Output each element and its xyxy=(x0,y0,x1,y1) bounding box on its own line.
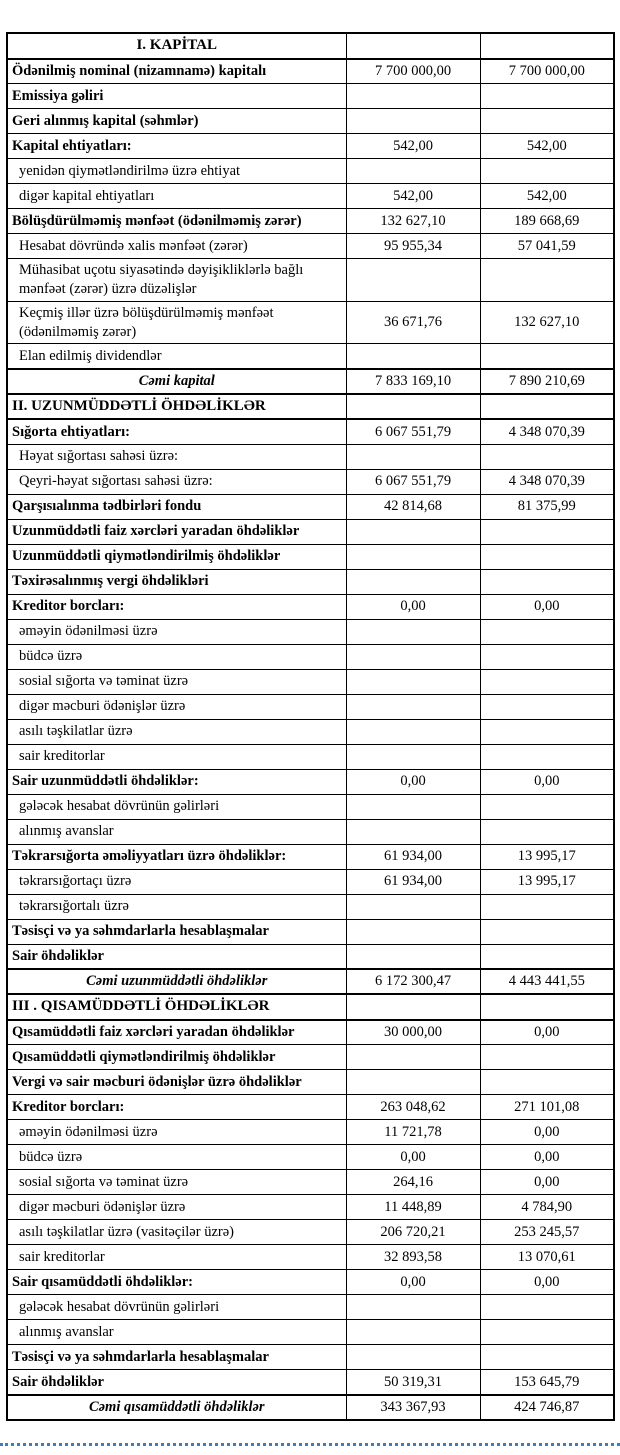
row-value-col1 xyxy=(346,344,480,369)
row-label: Kapital ehtiyatları: xyxy=(7,134,346,159)
row-value-col1 xyxy=(346,994,480,1020)
row-value-col1 xyxy=(346,744,480,769)
table-row xyxy=(7,719,614,744)
row-value-col1: 0,00 xyxy=(346,1270,480,1295)
row-value-col2 xyxy=(480,444,614,469)
row-value-col2 xyxy=(480,1345,614,1370)
table-row xyxy=(7,919,614,944)
row-value-col1: 50 319,31 xyxy=(346,1370,480,1395)
table-row xyxy=(7,944,614,969)
row-value-col1: 95 955,34 xyxy=(346,234,480,259)
table-row xyxy=(7,1045,614,1070)
row-value-col1: 0,00 xyxy=(346,1145,480,1170)
row-value-col1 xyxy=(346,394,480,420)
row-value-col2 xyxy=(480,994,614,1020)
table-row xyxy=(7,344,614,369)
row-value-col2 xyxy=(480,33,614,59)
table-row xyxy=(7,1195,614,1220)
table-row xyxy=(7,33,614,59)
row-value-col1: 264,16 xyxy=(346,1170,480,1195)
row-label: Qarşısıalınma tədbirləri fondu xyxy=(7,494,346,519)
row-label: sair kreditorlar xyxy=(7,744,346,769)
row-value-col2: 189 668,69 xyxy=(480,209,614,234)
table-row xyxy=(7,669,614,694)
row-label: Ödənilmiş nominal (nizamnamə) kapitalı xyxy=(7,59,346,84)
table-row xyxy=(7,209,614,234)
row-label: asılı təşkilatlar üzrə (vasitəçilər üzrə) xyxy=(7,1220,346,1245)
row-value-col1 xyxy=(346,259,480,302)
row-value-col1: 42 814,68 xyxy=(346,494,480,519)
row-value-col1: 6 067 551,79 xyxy=(346,469,480,494)
row-value-col2 xyxy=(480,719,614,744)
row-value-col2: 0,00 xyxy=(480,1020,614,1045)
row-value-col2: 0,00 xyxy=(480,1270,614,1295)
table-row xyxy=(7,1145,614,1170)
table-row xyxy=(7,569,614,594)
row-value-col1 xyxy=(346,33,480,59)
row-value-col1 xyxy=(346,919,480,944)
table-row xyxy=(7,1170,614,1195)
table-row xyxy=(7,894,614,919)
row-value-col1: 61 934,00 xyxy=(346,869,480,894)
row-label: Təxirəsalınmış vergi öhdəlikləri xyxy=(7,569,346,594)
row-value-col1: 263 048,62 xyxy=(346,1095,480,1120)
row-value-col1: 0,00 xyxy=(346,594,480,619)
table-row xyxy=(7,184,614,209)
row-value-col2 xyxy=(480,544,614,569)
row-value-col2 xyxy=(480,109,614,134)
row-label: gələcək hesabat dövrünün gəlirləri xyxy=(7,1295,346,1320)
row-value-col2 xyxy=(480,84,614,109)
row-value-col1 xyxy=(346,669,480,694)
table-row xyxy=(7,1095,614,1120)
table-row xyxy=(7,744,614,769)
row-value-col2 xyxy=(480,944,614,969)
table-row xyxy=(7,109,614,134)
row-value-col2: 0,00 xyxy=(480,1170,614,1195)
row-value-col2: 132 627,10 xyxy=(480,301,614,344)
row-label: Qeyri-həyat sığortası sahəsi üzrə: xyxy=(7,469,346,494)
row-value-col2 xyxy=(480,744,614,769)
row-value-col1 xyxy=(346,569,480,594)
row-value-col1 xyxy=(346,1295,480,1320)
row-value-col2 xyxy=(480,1070,614,1095)
table-row xyxy=(7,1220,614,1245)
table-row xyxy=(7,1370,614,1395)
row-label: digər kapital ehtiyatları xyxy=(7,184,346,209)
row-value-col2: 542,00 xyxy=(480,134,614,159)
row-value-col2 xyxy=(480,694,614,719)
row-label: sair kreditorlar xyxy=(7,1245,346,1270)
row-value-col2 xyxy=(480,819,614,844)
row-value-col1 xyxy=(346,1345,480,1370)
row-label: Qısamüddətli qiymətləndirilmiş öhdəliklər xyxy=(7,1045,346,1070)
table-row xyxy=(7,419,614,444)
table-row xyxy=(7,369,614,394)
row-label: Cəmi qısamüddətli öhdəliklər xyxy=(7,1395,346,1420)
row-value-col2 xyxy=(480,894,614,919)
table-row xyxy=(7,1120,614,1145)
row-label: Həyat sığortası sahəsi üzrə: xyxy=(7,444,346,469)
row-label: asılı təşkilatlar üzrə xyxy=(7,719,346,744)
row-label: digər məcburi ödənişlər üzrə xyxy=(7,1195,346,1220)
row-value-col2 xyxy=(480,644,614,669)
row-label: digər məcburi ödənişlər üzrə xyxy=(7,694,346,719)
balance-table-body xyxy=(7,33,614,1420)
table-row xyxy=(7,769,614,794)
table-row xyxy=(7,1020,614,1045)
table-row xyxy=(7,844,614,869)
row-value-col2: 4 348 070,39 xyxy=(480,469,614,494)
table-row xyxy=(7,644,614,669)
row-value-col2 xyxy=(480,1045,614,1070)
table-row xyxy=(7,619,614,644)
row-label: Qısamüddətli faiz xərcləri yaradan öhdəliklər xyxy=(7,1020,346,1045)
row-label: Sığorta ehtiyatları: xyxy=(7,419,346,444)
table-row xyxy=(7,519,614,544)
row-label: III . QISAMÜDDƏTLİ ÖHDƏLİKLƏR xyxy=(7,994,346,1020)
row-value-col1 xyxy=(346,444,480,469)
row-value-col1 xyxy=(346,944,480,969)
table-row xyxy=(7,259,614,302)
row-value-col2: 542,00 xyxy=(480,184,614,209)
table-row xyxy=(7,444,614,469)
row-label: Sair öhdəliklər xyxy=(7,944,346,969)
table-row xyxy=(7,794,614,819)
row-value-col2: 253 245,57 xyxy=(480,1220,614,1245)
row-value-col1: 542,00 xyxy=(346,134,480,159)
table-row xyxy=(7,1070,614,1095)
row-value-col2 xyxy=(480,619,614,644)
table-row xyxy=(7,1295,614,1320)
table-row xyxy=(7,969,614,994)
row-value-col2: 424 746,87 xyxy=(480,1395,614,1420)
row-value-col1 xyxy=(346,894,480,919)
row-label: təkrarsığortaçı üzrə xyxy=(7,869,346,894)
row-label: Cəmi kapital xyxy=(7,369,346,394)
row-label: Uzunmüddətli faiz xərcləri yaradan öhdəliklər xyxy=(7,519,346,544)
row-label: əməyin ödənilməsi üzrə xyxy=(7,1120,346,1145)
table-row xyxy=(7,301,614,344)
row-label: Təsisçi və ya səhmdarlarla hesablaşmalar xyxy=(7,919,346,944)
row-value-col2 xyxy=(480,259,614,302)
row-value-col1: 6 172 300,47 xyxy=(346,969,480,994)
row-value-col1: 7 700 000,00 xyxy=(346,59,480,84)
row-value-col2: 0,00 xyxy=(480,769,614,794)
row-value-col2: 57 041,59 xyxy=(480,234,614,259)
table-row xyxy=(7,694,614,719)
row-value-col1: 6 067 551,79 xyxy=(346,419,480,444)
row-value-col1 xyxy=(346,84,480,109)
row-value-col1: 30 000,00 xyxy=(346,1020,480,1045)
row-value-col2: 4 443 441,55 xyxy=(480,969,614,994)
row-label: Geri alınmış kapital (səhmlər) xyxy=(7,109,346,134)
row-label: Emissiya gəliri xyxy=(7,84,346,109)
row-value-col1 xyxy=(346,644,480,669)
row-value-col2: 271 101,08 xyxy=(480,1095,614,1120)
table-row xyxy=(7,469,614,494)
row-value-col1 xyxy=(346,109,480,134)
row-label: Vergi və sair məcburi ödənişlər üzrə öhdəliklər xyxy=(7,1070,346,1095)
row-value-col1 xyxy=(346,794,480,819)
row-label: gələcək hesabat dövrünün gəlirləri xyxy=(7,794,346,819)
row-value-col1 xyxy=(346,1045,480,1070)
row-label: Sair öhdəliklər xyxy=(7,1370,346,1395)
row-label: Kreditor borcları: xyxy=(7,1095,346,1120)
row-value-col2 xyxy=(480,919,614,944)
row-value-col2: 0,00 xyxy=(480,594,614,619)
row-label: Təkrarsığorta əməliyyatları üzrə öhdəliklər: xyxy=(7,844,346,869)
table-row xyxy=(7,869,614,894)
row-value-col1: 343 367,93 xyxy=(346,1395,480,1420)
table-row xyxy=(7,1395,614,1420)
row-value-col1: 11 448,89 xyxy=(346,1195,480,1220)
row-value-col1: 7 833 169,10 xyxy=(346,369,480,394)
table-row xyxy=(7,544,614,569)
page-bottom-dotted-divider xyxy=(0,1443,620,1446)
row-label: təkrarsığortalı üzrə xyxy=(7,894,346,919)
table-row xyxy=(7,59,614,84)
row-value-col1 xyxy=(346,719,480,744)
table-row xyxy=(7,234,614,259)
row-value-col2 xyxy=(480,159,614,184)
row-label: Sair qısamüddətli öhdəliklər: xyxy=(7,1270,346,1295)
row-value-col2: 7 700 000,00 xyxy=(480,59,614,84)
row-label: Uzunmüddətli qiymətləndirilmiş öhdəliklər xyxy=(7,544,346,569)
row-value-col1: 11 721,78 xyxy=(346,1120,480,1145)
row-value-col1 xyxy=(346,519,480,544)
row-value-col2: 4 348 070,39 xyxy=(480,419,614,444)
table-row xyxy=(7,594,614,619)
row-value-col2 xyxy=(480,794,614,819)
row-label: Təsisçi və ya səhmdarlarla hesablaşmalar xyxy=(7,1345,346,1370)
row-label: yenidən qiymətləndirilmə üzrə ehtiyat xyxy=(7,159,346,184)
row-value-col1: 0,00 xyxy=(346,769,480,794)
row-value-col2 xyxy=(480,1295,614,1320)
row-label: Elan edilmiş dividendlər xyxy=(7,344,346,369)
table-row xyxy=(7,1245,614,1270)
row-value-col1 xyxy=(346,1320,480,1345)
row-value-col2: 81 375,99 xyxy=(480,494,614,519)
row-value-col2: 13 070,61 xyxy=(480,1245,614,1270)
row-label: Keçmiş illər üzrə bölüşdürülməmiş mənfəət (ödənilməmiş zərər) xyxy=(7,301,346,344)
row-value-col2: 13 995,17 xyxy=(480,844,614,869)
row-value-col1: 206 720,21 xyxy=(346,1220,480,1245)
row-value-col1: 61 934,00 xyxy=(346,844,480,869)
table-row xyxy=(7,394,614,420)
row-value-col1 xyxy=(346,159,480,184)
row-value-col2: 0,00 xyxy=(480,1120,614,1145)
row-label: büdcə üzrə xyxy=(7,644,346,669)
row-value-col2: 13 995,17 xyxy=(480,869,614,894)
row-label: II. UZUNMÜDDƏTLİ ÖHDƏLİKLƏR xyxy=(7,394,346,420)
row-value-col1 xyxy=(346,544,480,569)
table-row xyxy=(7,994,614,1020)
table-row xyxy=(7,1270,614,1295)
row-value-col2 xyxy=(480,519,614,544)
balance-sheet-table xyxy=(6,32,615,1421)
row-value-col1: 32 893,58 xyxy=(346,1245,480,1270)
row-label: Sair uzunmüddətli öhdəliklər: xyxy=(7,769,346,794)
row-value-col2 xyxy=(480,394,614,420)
row-label: Hesabat dövründə xalis mənfəət (zərər) xyxy=(7,234,346,259)
row-value-col2: 0,00 xyxy=(480,1145,614,1170)
row-label: I. KAPİTAL xyxy=(7,33,346,59)
row-label: əməyin ödənilməsi üzrə xyxy=(7,619,346,644)
row-label: Mühasibat uçotu siyasətində dəyişikliklərlə bağlı mənfəət (zərər) üzrə düzəlişlər xyxy=(7,259,346,302)
row-value-col2 xyxy=(480,1320,614,1345)
table-row xyxy=(7,159,614,184)
row-value-col1: 542,00 xyxy=(346,184,480,209)
row-value-col2: 4 784,90 xyxy=(480,1195,614,1220)
row-value-col2 xyxy=(480,669,614,694)
row-value-col2: 7 890 210,69 xyxy=(480,369,614,394)
row-value-col1 xyxy=(346,819,480,844)
row-label: alınmış avanslar xyxy=(7,1320,346,1345)
row-value-col1 xyxy=(346,1070,480,1095)
table-row xyxy=(7,1345,614,1370)
table-row xyxy=(7,819,614,844)
row-label: Kreditor borcları: xyxy=(7,594,346,619)
row-value-col2 xyxy=(480,569,614,594)
row-value-col1 xyxy=(346,619,480,644)
row-label: alınmış avanslar xyxy=(7,819,346,844)
row-label: büdcə üzrə xyxy=(7,1145,346,1170)
row-value-col1 xyxy=(346,694,480,719)
row-label: Bölüşdürülməmiş mənfəət (ödənilməmiş zərər) xyxy=(7,209,346,234)
table-row xyxy=(7,1320,614,1345)
row-value-col2 xyxy=(480,344,614,369)
row-label: Cəmi uzunmüddətli öhdəliklər xyxy=(7,969,346,994)
table-row xyxy=(7,494,614,519)
row-value-col1: 36 671,76 xyxy=(346,301,480,344)
table-row xyxy=(7,134,614,159)
row-value-col2: 153 645,79 xyxy=(480,1370,614,1395)
row-value-col1: 132 627,10 xyxy=(346,209,480,234)
row-label: sosial sığorta və təminat üzrə xyxy=(7,1170,346,1195)
table-row xyxy=(7,84,614,109)
row-label: sosial sığorta və təminat üzrə xyxy=(7,669,346,694)
